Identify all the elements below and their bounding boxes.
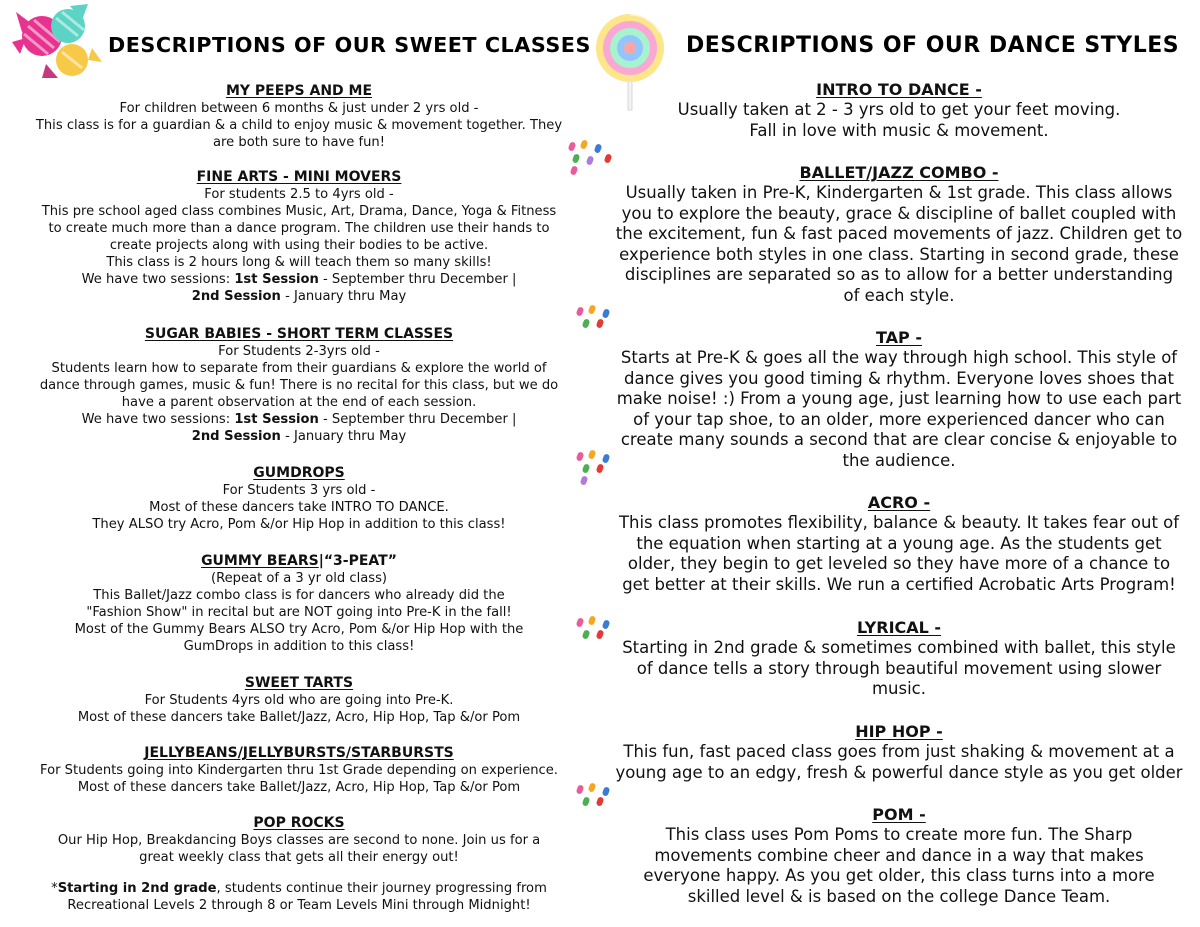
class-text: Most of these dancers take Ballet/Jazz, Acro, Hip Hop, Tap &/or Pom xyxy=(77,710,521,725)
session-line: 2nd Session - January thru May xyxy=(191,289,407,304)
style-section xyxy=(598,617,1200,700)
style-text: This class uses Pom Poms to create more fun. The Sharp xyxy=(665,825,1133,844)
style-section xyxy=(598,721,1200,783)
footnote-line: *Starting in 2nd grade, students continue their journey progressing from xyxy=(51,881,547,896)
wrapped-candy-icon xyxy=(6,2,106,84)
style-text: of your tap shoe, to an older, more experienced dancer who can xyxy=(633,409,1165,429)
style-text: dance gives you good timing & rhythm. Everyone loves shoes that xyxy=(624,368,1174,388)
style-section xyxy=(598,79,1200,141)
style-text: movements combine cheer and dance in a way that makes xyxy=(654,845,1144,865)
style-text: make noise! :) From a young age, just learning how to use each part xyxy=(616,389,1182,408)
style-text: experience both styles in one class. Starting in second grade, these xyxy=(619,244,1179,264)
class-section xyxy=(0,550,598,655)
class-text: (Repeat of a 3 yr old class) xyxy=(210,571,388,586)
class-text: Our Hip Hop, Breakdancing Boys classes are second to none. Join us for a xyxy=(57,833,541,848)
style-title: LYRICAL - xyxy=(856,618,942,637)
style-title: TAP - xyxy=(876,328,922,347)
class-text: dance through games, music & fun! There is no recital for this class, but we do xyxy=(39,378,559,393)
footnote-line: Recreational Levels 2 through 8 or Team Levels Mini through Midnight! xyxy=(67,898,531,913)
class-title: JELLYBEANS/JELLYBURSTS/STARBURSTS xyxy=(144,745,454,761)
session-line: We have two sessions: 1st Session - September thru December | xyxy=(81,272,517,287)
dance-styles-heading: DESCRIPTIONS OF OUR DANCE STYLES xyxy=(686,33,1180,58)
sweet-classes-heading: DESCRIPTIONS OF OUR SWEET CLASSES xyxy=(108,33,591,57)
class-text: to create much more than a dance program. The children use their hands to xyxy=(48,221,550,236)
style-section xyxy=(598,162,1200,306)
class-text: For Students 3 yrs old - xyxy=(222,483,376,498)
class-title-suffix: |“3-PEAT” xyxy=(318,553,397,569)
class-text: For students 2.5 to 4yrs old - xyxy=(204,187,394,202)
style-text: This fun, fast paced class goes from just shaking & movement at a xyxy=(623,742,1175,761)
class-text: Most of these dancers take INTRO TO DANCE. xyxy=(149,500,449,515)
class-text: They ALSO try Acro, Pom &/or Hip Hop in addition to this class! xyxy=(92,517,506,532)
style-section xyxy=(598,804,1200,907)
class-text: create projects along with using their bodies to be active. xyxy=(109,238,489,253)
style-text: Usually taken at 2 - 3 yrs old to get your feet moving. xyxy=(677,100,1121,119)
style-text: create many sounds a second that are clear concise & enjoyable to xyxy=(620,430,1178,449)
class-section xyxy=(0,462,598,533)
class-text: This class is for a guardian & a child to enjoy music & movement together. They xyxy=(35,118,563,133)
style-section xyxy=(598,327,1200,471)
style-title: HIP HOP - xyxy=(855,722,943,741)
style-title: BALLET/JAZZ COMBO - xyxy=(799,163,999,182)
class-text: Students learn how to separate from their guardians & explore the world of xyxy=(51,361,547,376)
class-title: POP ROCKS xyxy=(253,815,345,831)
class-text: GumDrops in addition to this class! xyxy=(183,639,415,654)
style-text: the equation when starting at a young age. As the students get xyxy=(636,533,1162,553)
style-text: skilled level & is based on the college Dance Team. xyxy=(687,886,1111,906)
style-text: young age to an edgy, fresh & powerful dance style as you get older xyxy=(615,762,1183,782)
class-text: For Students 4yrs old who are going into Pre-K. xyxy=(144,693,454,708)
style-title: POM - xyxy=(872,805,926,824)
style-text: the audience. xyxy=(842,450,956,470)
class-section xyxy=(0,672,598,726)
style-text: the excitement, fun & fast paced movements of jazz. Children get to xyxy=(615,224,1183,243)
class-section xyxy=(0,166,598,305)
class-text: This pre school aged class combines Music, Art, Drama, Dance, Yoga & Fitness xyxy=(41,204,557,219)
style-text: This class promotes flexibility, balance & beauty. It takes fear out of xyxy=(618,513,1180,532)
class-text: This class is 2 hours long & will teach them so many skills! xyxy=(106,255,492,270)
class-text: This Ballet/Jazz combo class is for dancers who already did the xyxy=(93,588,505,603)
class-title: FINE ARTS - MINI MOVERS xyxy=(196,169,402,185)
style-title: ACRO - xyxy=(867,493,931,512)
class-section xyxy=(0,80,598,151)
class-section xyxy=(0,323,598,445)
class-title: GUMMY BEARS xyxy=(201,553,319,569)
class-text: For children between 6 months & just under 2 yrs old - xyxy=(119,101,479,116)
style-text: of each style. xyxy=(843,285,955,305)
class-text: For Students 2-3yrs old - xyxy=(218,344,380,359)
class-text: have a parent observation at the end of each session. xyxy=(121,395,477,410)
style-text: Starting in 2nd grade & sometimes combined with ballet, this style xyxy=(622,638,1176,657)
style-text: Usually taken in Pre-K, Kindergarten & 1st grade. This class allows xyxy=(625,183,1173,202)
class-text: great weekly class that gets all their energy out! xyxy=(139,850,459,865)
style-text: older, they begin to get leveled so they have more of a chance to xyxy=(627,554,1171,573)
class-title: SUGAR BABIES - SHORT TERM CLASSES xyxy=(144,326,454,342)
style-text: Fall in love with music & movement. xyxy=(749,120,1049,140)
class-section xyxy=(0,742,598,796)
class-text: are both sure to have fun! xyxy=(213,135,385,150)
class-title: SWEET TARTS xyxy=(244,675,354,691)
style-text: music. xyxy=(872,679,926,698)
style-section xyxy=(598,492,1200,595)
class-title: GUMDROPS xyxy=(253,465,345,481)
session-line: 2nd Session - January thru May xyxy=(191,429,407,444)
class-text: For Students going into Kindergarten thru 1st Grade depending on experience. xyxy=(40,763,558,778)
style-text: Starts at Pre-K & goes all the way through high school. This style of xyxy=(620,348,1178,367)
class-text: "Fashion Show" in recital but are NOT going into Pre-K in the fall! xyxy=(86,605,512,620)
footnote xyxy=(0,880,598,914)
session-line: We have two sessions: 1st Session - September thru December | xyxy=(81,412,517,427)
style-text: get better at their skills. We run a certified Acrobatic Arts Program! xyxy=(622,574,1176,594)
style-text: disciplines are separated so as to allow for a better understanding xyxy=(624,265,1174,284)
class-title: MY PEEPS AND ME xyxy=(225,83,373,99)
class-text: Most of the Gummy Bears ALSO try Acro, Pom &/or Hip Hop with the xyxy=(74,622,524,637)
class-section xyxy=(0,812,598,866)
style-text: you to explore the beauty, grace & discipline of ballet coupled with xyxy=(621,203,1177,223)
class-text: Most of these dancers take Ballet/Jazz, Acro, Hip Hop, Tap &/or Pom xyxy=(77,780,521,795)
style-title: INTRO TO DANCE - xyxy=(816,80,982,99)
style-text: of dance tells a story through beautiful movement using slower xyxy=(636,658,1162,678)
style-text: everyone happy. As you get older, this class turns into a more xyxy=(643,866,1155,885)
